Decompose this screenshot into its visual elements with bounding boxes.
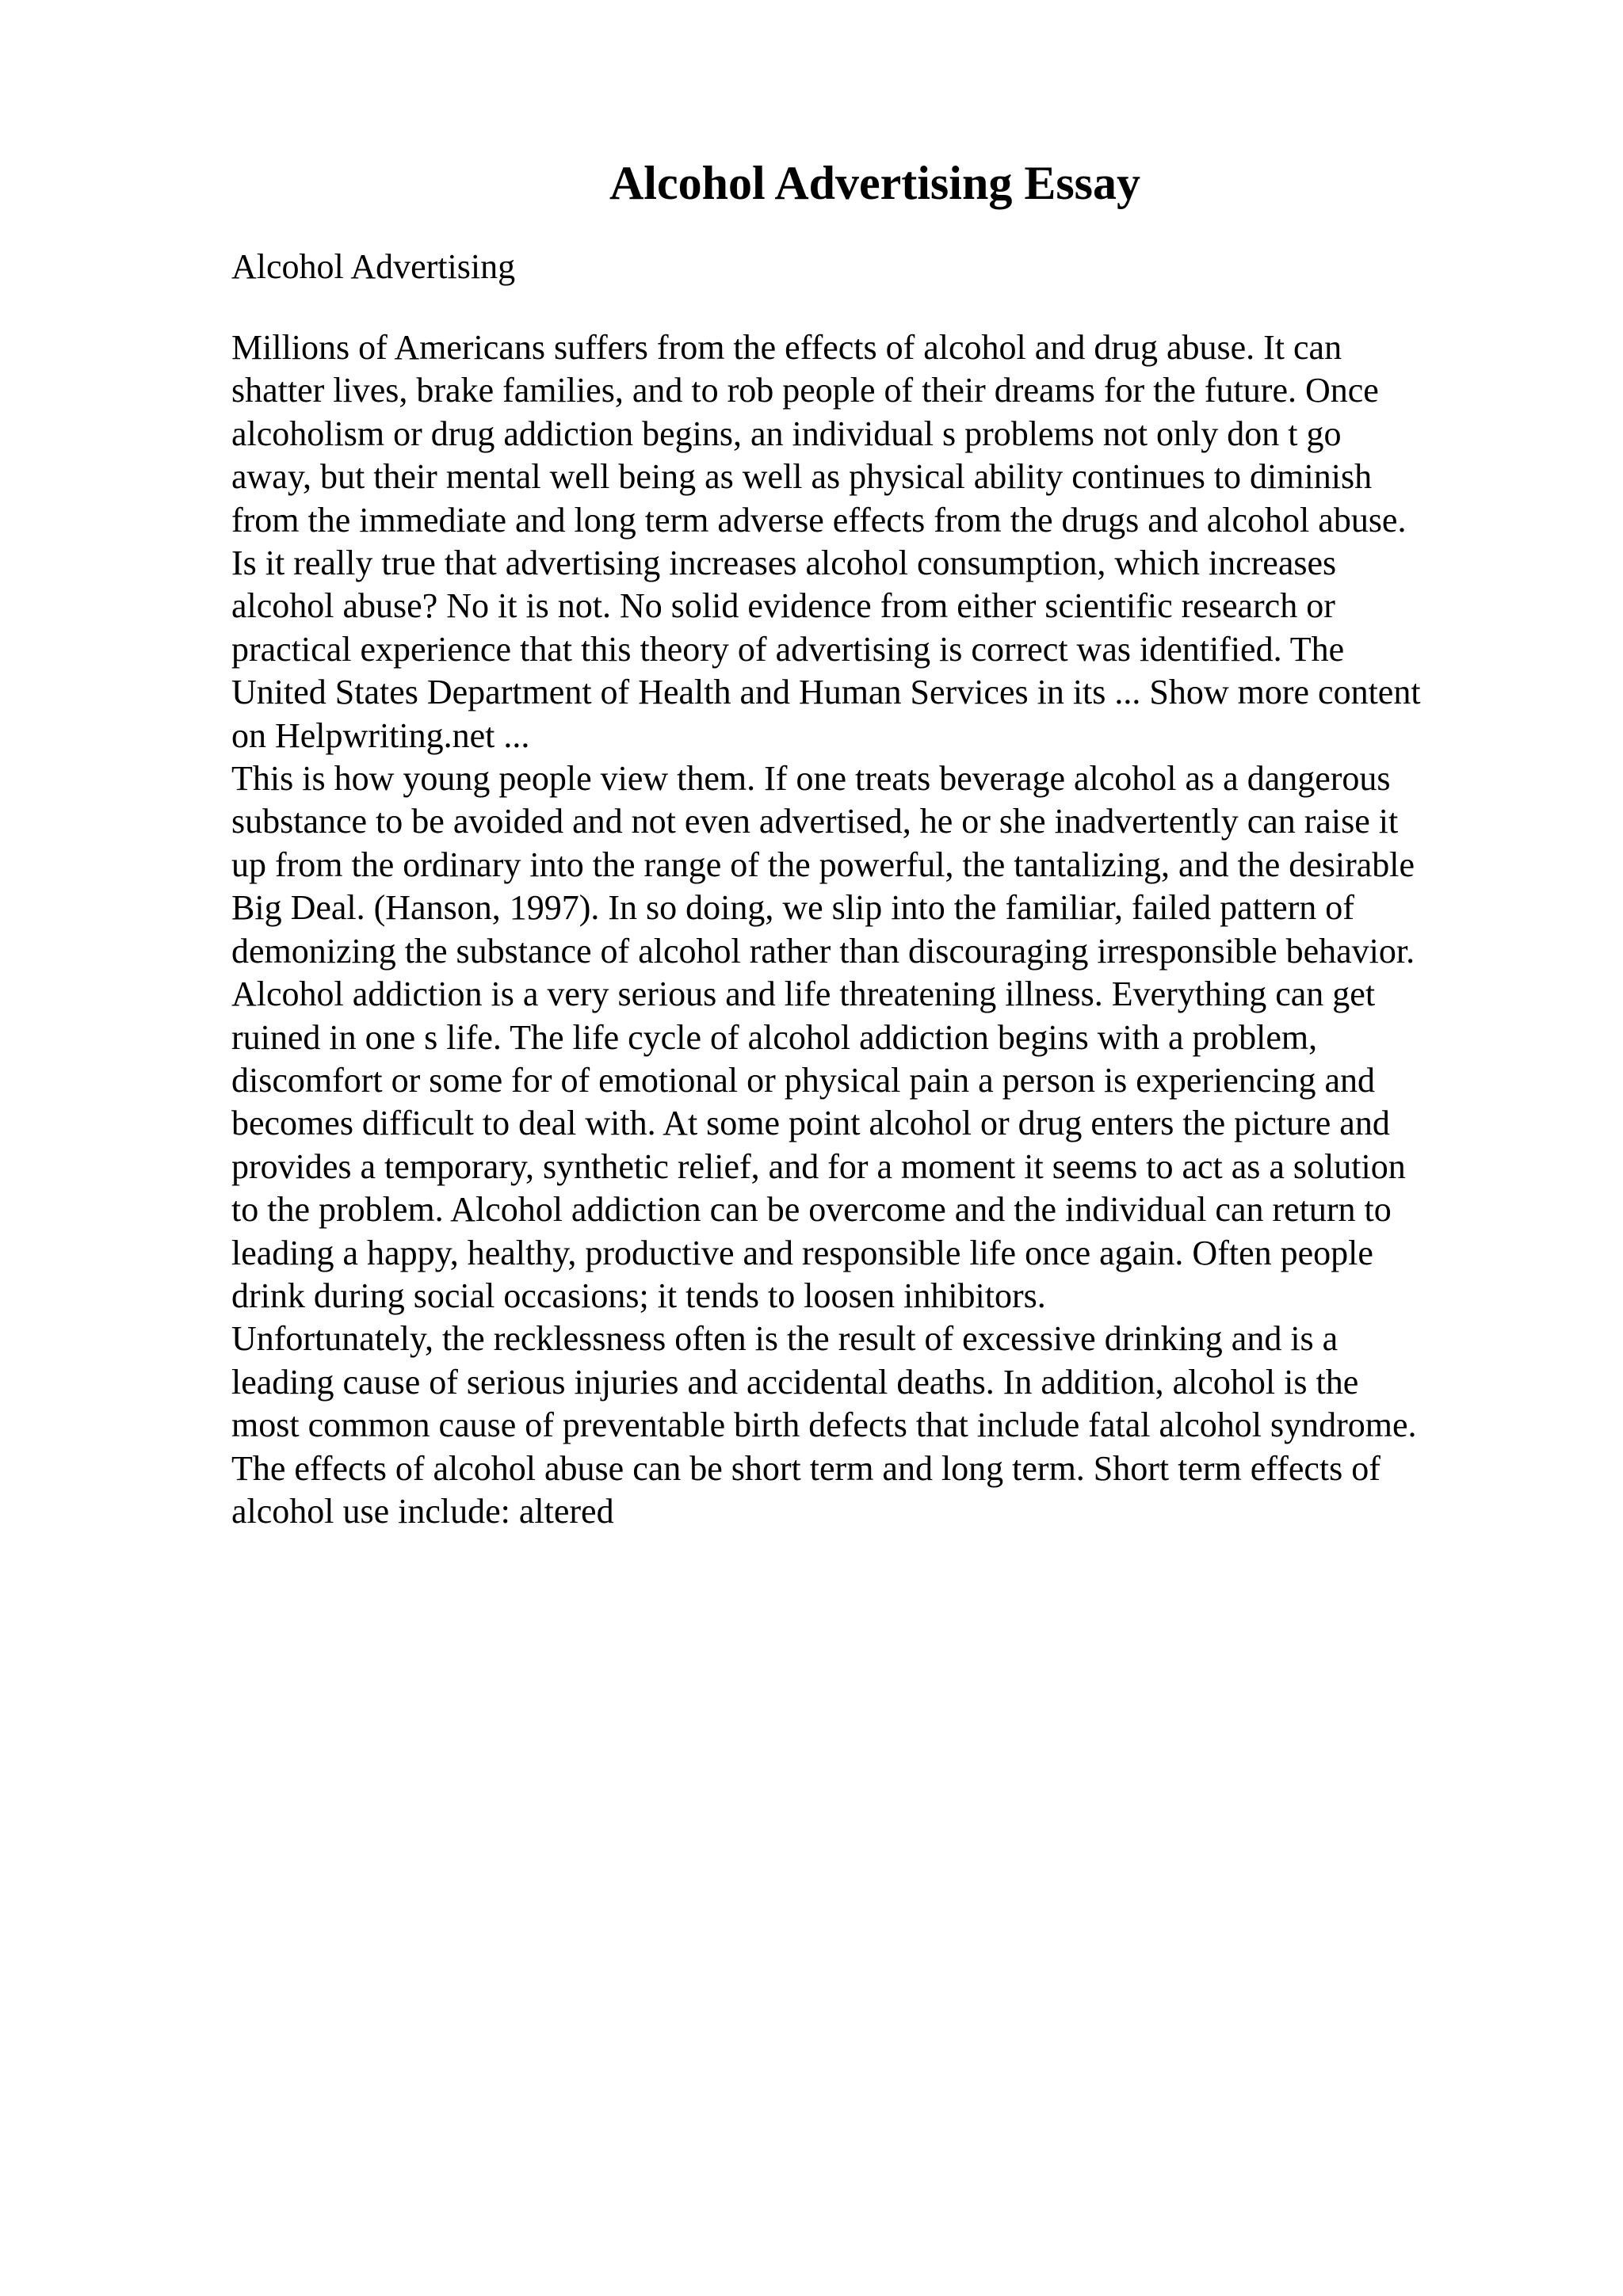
essay-line: demonizing the substance of alcohol rather than discouraging irresponsible behavior. <box>231 931 1415 971</box>
essay-line: alcoholism or drug addiction begins, an individual s problems not only don t go <box>231 414 1342 453</box>
essay-line: from the immediate and long term adverse effects from the drugs and alcohol abuse. <box>231 500 1407 540</box>
essay-line: drink during social occasions; it tends to loosen inhibitors. <box>231 1276 1046 1315</box>
essay-line: up from the ordinary into the range of the powerful, the tantalizing, and the desirable <box>231 845 1415 884</box>
essay-line: Is it really true that advertising increases alcohol consumption, which increases <box>231 543 1337 583</box>
essay-line: most common cause of preventable birth defects that include fatal alcohol syndrome. <box>231 1405 1417 1445</box>
essay-body <box>231 326 1547 1533</box>
essay-line: discomfort or some for of emotional or physical pain a person is experiencing and <box>231 1060 1376 1100</box>
essay-line: The effects of alcohol abuse can be short term and long term. Short term effects of <box>231 1448 1381 1488</box>
essay-line: alcohol use include: altered <box>231 1491 614 1531</box>
document-subtitle: Alcohol Advertising <box>231 247 516 286</box>
essay-line: leading cause of serious injuries and accidental deaths. In addition, alcohol is the <box>231 1362 1359 1402</box>
essay-line: Alcohol addiction is a very serious and life threatening illness. Everything can get <box>231 974 1376 1014</box>
essay-line: This is how young people view them. If one treats beverage alcohol as a dangerous <box>231 759 1391 799</box>
essay-line: Unfortunately, the recklessness often is the result of excessive drinking and is a <box>231 1319 1338 1359</box>
essay-line: on Helpwriting.net ... <box>231 715 530 755</box>
essay-line: substance to be avoided and not even advertised, he or she inadvertently can raise it <box>231 802 1399 841</box>
essay-line: alcohol abuse? No it is not. No solid evidence from either scientific research or <box>231 586 1335 626</box>
essay-line: away, but their mental well being as well as physical ability continues to diminish <box>231 457 1373 497</box>
document-title: Alcohol Advertising Essay <box>609 157 1141 209</box>
essay-line: provides a temporary, synthetic relief, and for a moment it seems to act as a solution <box>231 1146 1406 1186</box>
essay-line: practical experience that this theory of advertising is correct was identified. The <box>231 629 1345 669</box>
essay-line: ruined in one s life. The life cycle of alcohol addiction begins with a problem, <box>231 1017 1318 1057</box>
essay-line: Big Deal. (Hanson, 1997). In so doing, we slip into the familiar, failed pattern of <box>231 888 1354 928</box>
essay-line: shatter lives, brake families, and to rob people of their dreams for the future. Once <box>231 371 1379 410</box>
essay-line: becomes difficult to deal with. At some point alcohol or drug enters the picture and <box>231 1104 1390 1143</box>
essay-line: leading a happy, healthy, productive and responsible life once again. Often people <box>231 1233 1373 1272</box>
essay-line: to the problem. Alcohol addiction can be overcome and the individual can return to <box>231 1190 1392 1230</box>
essay-line: United States Department of Health and Human Services in its ... Show more content <box>231 673 1421 712</box>
essay-line: Millions of Americans suffers from the effects of alcohol and drug abuse. It can <box>231 328 1342 367</box>
